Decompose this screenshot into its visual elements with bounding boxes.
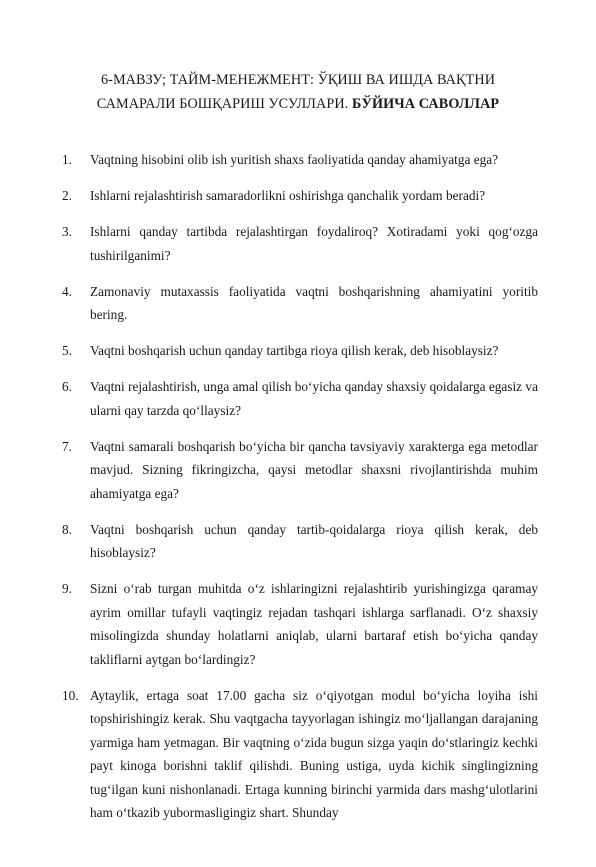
question-text: Vaqtni rejalashtirish, unga amal qilish bo‘yicha qanday shaxsiy qoidalarga egasiz va ularni qay tarzda qo‘llaysiz? [90,379,538,418]
question-number: 4. [62,283,72,299]
question-item [62,280,538,327]
question-number: 5. [62,343,72,358]
question-text: Zamonaviy mutaxassis faoliyatida vaqtni boshqarishning ahamiyatini yoritib bering. [90,283,538,322]
question-text: Aytaylik, ertaga soat 17.00 gacha siz o‘qiyotgan modul bo‘yicha loyiha ishi topshirishingiz kerak. Shu vaqtgacha tayyorlagan ishingiz mo‘ljallangan darajaning yarmiga ham yetmagan. Bir vaqtning o‘zida bugun sizga yaqin do‘stlaringiz kechki payt kinoga borishni taklif qilishdi. Buning ustiga, uyda kichik singlingizning tug‘ilgan kuni nishonlanadi. Ertaga kunning birinchi yarmida dars mashg‘ulotlarini ham o‘tkazib yubormasligingiz shart. Shunday [90,687,538,820]
question-item [62,518,538,565]
question-text: Sizni o‘rab turgan muhitda o‘z ishlaringizni rejalashtirib yurishingizga qaramay ayrim omillar tufayli vaqtingiz rejadan tashqari ishlarga sarflanadi. O‘z shaxsiy misolingizda shunday holatlarni aniqlab, ularni bartaraf etish bo‘yicha qanday takliflarni aytgan bo‘lardingiz? [90,581,538,667]
question-text: Vaqtning hisobini olib ish yuritish shaxs faoliyatida qanday ahamiyatga ega? [90,152,499,167]
title-line-1: 6-МАВЗУ; ТАЙМ-МЕНЕЖМЕНТ: ЎҚИШ ВА ИШДА ВАҚТНИ [100,72,496,88]
question-list [62,148,538,837]
question-number: 7. [62,438,72,454]
question-item [62,684,538,825]
question-item [62,184,538,208]
document-title [60,68,536,116]
question-text: Vaqtni boshqarish uchun qanday tartibga rioya qilish kerak, deb hisoblaysiz? [90,343,499,358]
question-item [62,148,538,172]
question-text: Ishlarni qanday tartibda rejalashtirgan foydaliroq? Xotiradami yoki qog‘ozga tushirilganimi? [90,224,538,263]
title-line-2 [60,92,536,116]
question-item [62,220,538,267]
question-number: 1. [62,152,72,167]
question-number: 8. [62,521,72,537]
question-item [62,375,538,422]
question-number: 6. [62,379,72,394]
question-text: Vaqtni boshqarish uchun qanday tartib-qoidalarga rioya qilish kerak, deb hisoblaysiz? [90,521,538,560]
question-number: 3. [62,224,72,239]
title-line-2-bold: БЎЙИЧА САВОЛЛАР [352,96,500,112]
question-number: 2. [62,188,72,203]
question-item [62,339,538,363]
question-item [62,577,538,671]
question-number: 10. [62,687,79,703]
question-text: Ishlarni rejalashtirish samaradorlikni oshirishga qanchalik yordam beradi? [90,188,486,203]
question-text: Vaqtni samarali boshqarish bo‘yicha bir qancha tavsiyaviy xarakterga ega metodlar mavjud. Sizning fikringizcha, qaysi metodlar shaxsni rivojlantirishda muhim ahamiyatga ega? [90,438,538,501]
question-number: 9. [62,581,72,596]
question-item [62,435,538,506]
title-line-2-regular: САМАРАЛИ БОШҚАРИШ УСУЛЛАРИ. [96,96,352,112]
